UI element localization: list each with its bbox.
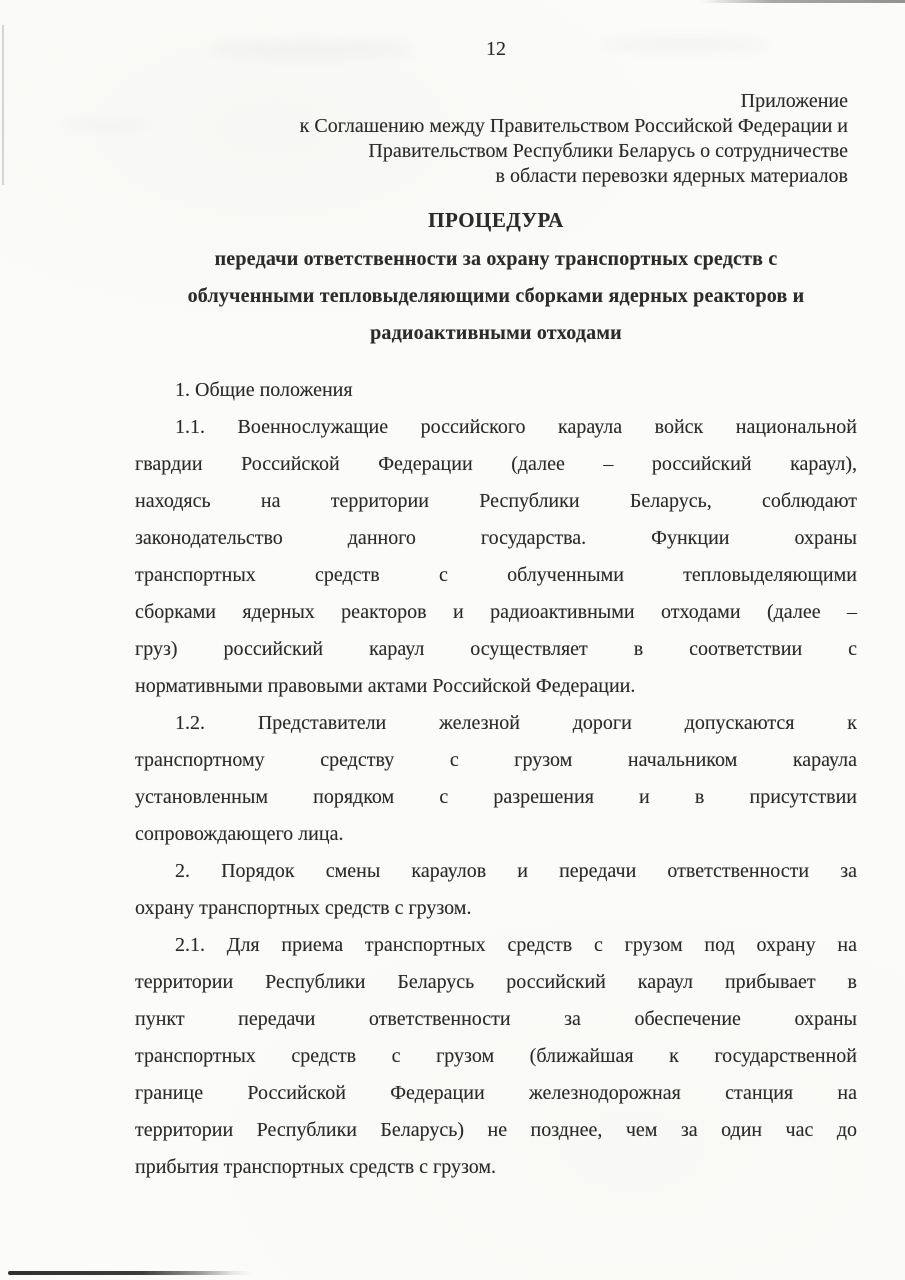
document-subtitle-line: радиоактивными отходами	[370, 322, 622, 344]
paragraph	[135, 927, 857, 1186]
document-subtitle	[135, 241, 857, 352]
paragraph	[135, 409, 857, 705]
body-line: нормативными правовыми актами Российской Федерации.	[135, 675, 636, 697]
body-line: сборками ядерных реакторов и радиоактивными отходами (далее –	[135, 601, 857, 623]
body-line: охрану транспортных средств с грузом.	[135, 897, 472, 919]
body-line: находясь на территории Республики Беларусь, соблюдают	[135, 490, 857, 512]
document-subtitle-line: облученными тепловыделяющими сборками ядерных реакторов и	[187, 285, 805, 307]
body-line: гвардии Российской Федерации (далее – российский караул),	[135, 453, 857, 475]
body-line: 1.2. Представители железной дороги допускаются к	[175, 712, 857, 734]
body-line: установленным порядком с разрешения и в присутствии	[135, 786, 857, 808]
document-body	[135, 372, 857, 1186]
body-line: транспортных средств с грузом (ближайшая к государственной	[135, 1045, 857, 1067]
body-line: территории Республики Беларусь российский караул прибывает в	[135, 971, 857, 993]
body-line: груз) российский караул осуществляет в соответствии с	[135, 638, 857, 660]
appendix-header-line: к Соглашению между Правительством Российской Федерации и	[299, 115, 848, 137]
paragraph	[135, 705, 857, 853]
body-line: пункт передачи ответственности за обеспечение охраны	[135, 1008, 857, 1030]
body-line: 2. Порядок смены караулов и передачи ответственности за	[175, 860, 857, 882]
body-line: 1. Общие положения	[175, 379, 353, 401]
scan-edge-top-right	[700, 0, 905, 3]
appendix-header-line: в области перевозки ядерных материалов	[495, 165, 848, 187]
paragraph	[135, 853, 857, 927]
scan-edge-left	[2, 25, 4, 185]
appendix-header-line: Приложение	[740, 90, 848, 112]
page-number: 12	[486, 38, 506, 60]
appendix-header-line: Правительством Республики Беларусь о сотрудничестве	[368, 140, 848, 162]
body-line: территории Республики Беларусь) не позднее, чем за один час до	[135, 1119, 857, 1141]
body-line: границе Российской Федерации железнодорожная станция на	[135, 1082, 857, 1104]
bleed-through-mark	[60, 120, 150, 130]
paragraph	[135, 372, 857, 409]
body-line: 2.1. Для приема транспортных средств с грузом под охрану на	[175, 934, 857, 956]
body-line: сопровождающего лица.	[135, 823, 344, 845]
body-line: транспортному средству с грузом начальником караула	[135, 749, 857, 771]
body-line: законодательство данного государства. Функции охраны	[135, 527, 857, 549]
body-line: прибытия транспортных средств с грузом.	[135, 1156, 497, 1178]
document-subtitle-line: передачи ответственности за охрану транспортных средств с	[214, 248, 778, 270]
body-line: транспортных средств с облученными тепловыделяющими	[135, 564, 857, 586]
appendix-header	[140, 89, 848, 189]
body-line: 1.1. Военнослужащие российского караула войск национальной	[175, 416, 857, 438]
scan-edge-bottom-left	[8, 1271, 253, 1275]
document-title: ПРОЦЕДУРА	[428, 208, 564, 232]
